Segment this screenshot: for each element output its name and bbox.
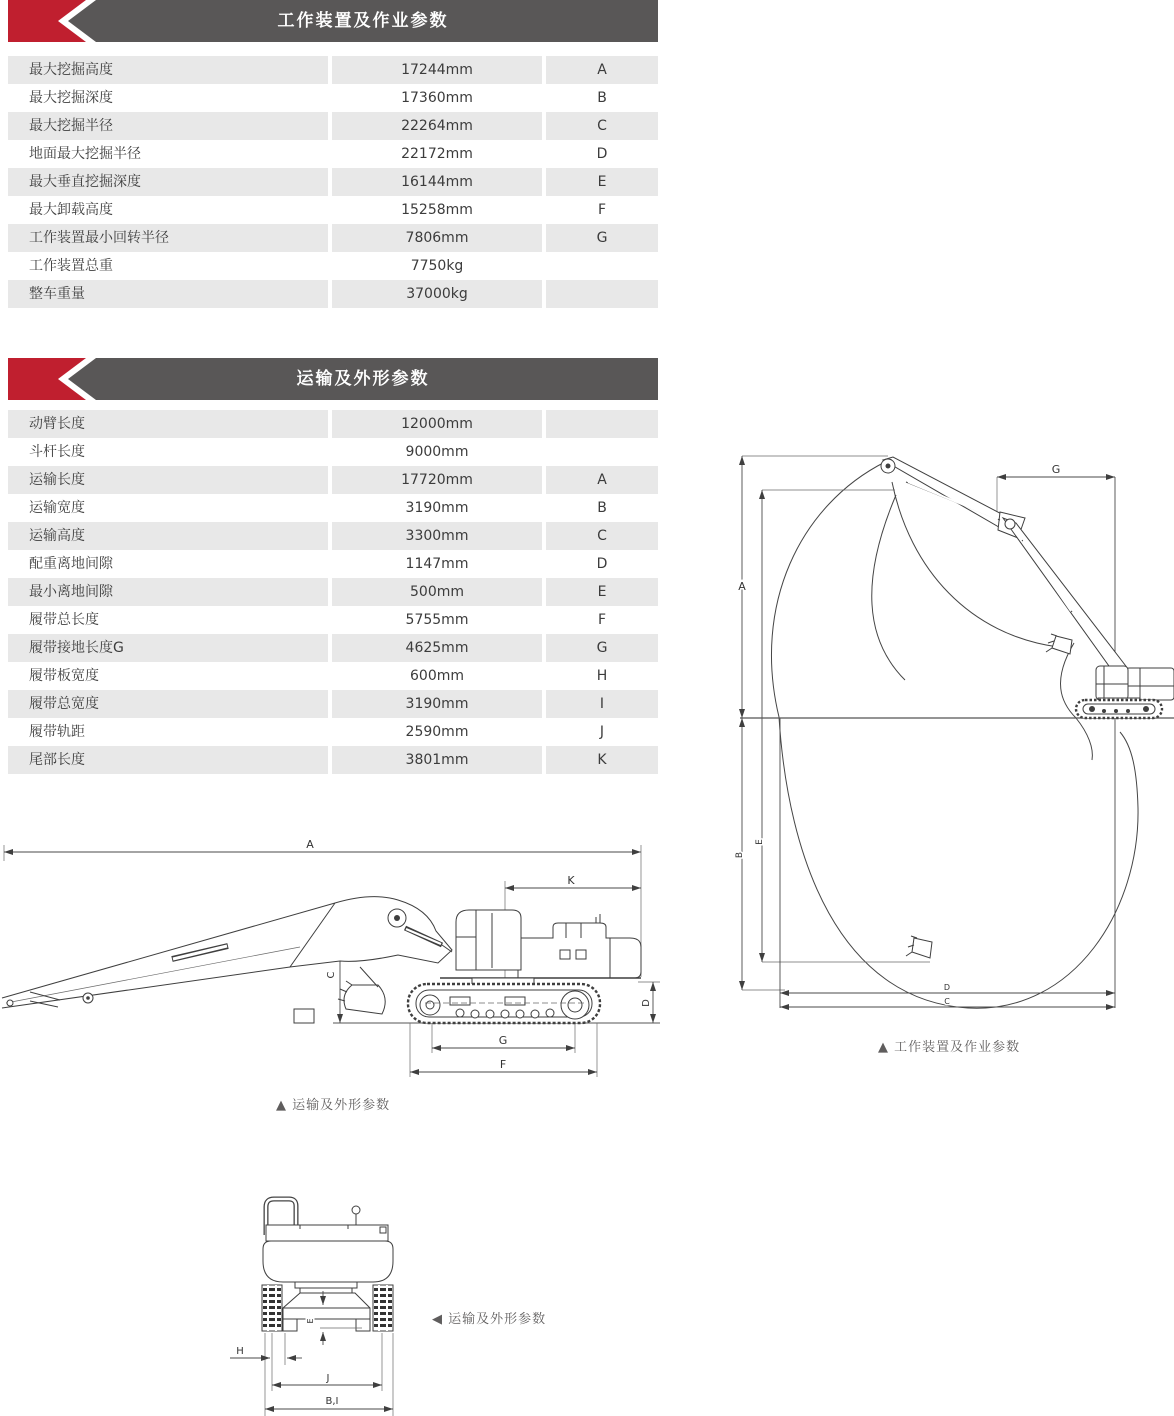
table-row (8, 56, 658, 84)
spec-value: 2590mm (405, 724, 469, 740)
dim-label-k: K (567, 874, 575, 887)
section2-title: 运输及外形参数 (296, 369, 430, 389)
table-row (8, 84, 658, 112)
dim-label-a: A (738, 580, 746, 593)
section1-header (8, 0, 658, 42)
spec-key: D (596, 146, 608, 162)
spec-label: 履带接地长度G (8, 634, 328, 662)
rear-view-caption: ◀ 运输及外形参数 (432, 1312, 547, 1327)
spec-key (546, 280, 658, 308)
working-range-caption: ▲ 工作装置及作业参数 (878, 1040, 1021, 1055)
spec-value: 4625mm (332, 634, 542, 662)
spec-value: 9000mm (405, 444, 469, 460)
spec-key (546, 410, 658, 438)
table-row (8, 168, 658, 196)
spec-key: F (597, 612, 607, 628)
dim-label-j: J (326, 1373, 330, 1384)
spec-key: I (546, 690, 658, 718)
spec-value: 15258mm (401, 202, 473, 218)
dim-label-a: A (306, 838, 314, 851)
rear-view-drawing (190, 1185, 460, 1416)
spec-key: B (597, 90, 607, 106)
dim-label-g: G (498, 1034, 508, 1047)
spec-key: C (546, 522, 658, 550)
spec-label: 最小离地间隙 (8, 578, 328, 606)
section2-header (8, 358, 658, 400)
table-row (8, 550, 658, 578)
table-row (8, 438, 658, 466)
spec-label: 动臂长度 (8, 410, 328, 438)
spec-label: 最大挖掘半径 (8, 112, 328, 140)
spec-value: 16144mm (332, 168, 542, 196)
dim-label-c: C (326, 971, 337, 979)
spec-value: 5755mm (405, 612, 469, 628)
spec-key: B (597, 500, 607, 516)
side-view-caption: ▲ 运输及外形参数 (276, 1098, 391, 1113)
dim-label-g: G (1051, 463, 1061, 476)
spec-key: J (599, 724, 605, 740)
spec-value: 3801mm (332, 746, 542, 774)
working-params-table (8, 56, 658, 308)
spec-label: 斗杆长度 (29, 444, 85, 460)
spec-key: A (546, 56, 658, 84)
spec-value: 7750kg (410, 258, 464, 274)
spec-label: 履带总宽度 (8, 690, 328, 718)
table-row (8, 140, 658, 168)
spec-value: 600mm (410, 668, 464, 684)
spec-key: H (596, 668, 608, 684)
spec-label: 地面最大挖掘半径 (29, 146, 141, 162)
spec-value: 17720mm (332, 466, 542, 494)
spec-label: 履带轨距 (29, 724, 85, 740)
spec-value: 17360mm (401, 90, 473, 106)
dim-label-e: E (306, 1318, 315, 1324)
spec-label: 运输高度 (8, 522, 328, 550)
table-row (8, 196, 658, 224)
spec-key: E (546, 578, 658, 606)
spec-label: 尾部长度 (8, 746, 328, 774)
table-row (8, 662, 658, 690)
spec-key (546, 252, 658, 280)
working-range-diagram (700, 440, 1174, 1020)
spec-key: F (597, 202, 607, 218)
table-row (8, 410, 658, 438)
spec-label: 履带板宽度 (29, 668, 99, 684)
spec-key: G (546, 224, 658, 252)
spec-value: 3190mm (405, 500, 469, 516)
table-row (8, 522, 658, 550)
side-view-drawing (0, 835, 660, 1080)
table-row (8, 718, 658, 746)
table-row (8, 494, 658, 522)
spec-value: 22172mm (401, 146, 473, 162)
table-row (8, 112, 658, 140)
spec-value: 7806mm (332, 224, 542, 252)
table-row (8, 690, 658, 718)
dim-label-c: C (944, 997, 950, 1006)
dim-label-bi: B,I (325, 1396, 339, 1407)
table-row (8, 280, 658, 308)
spec-label: 整车重量 (8, 280, 328, 308)
table-row (8, 746, 658, 774)
dim-label-b: B (735, 851, 745, 859)
table-row (8, 606, 658, 634)
dim-label-f: F (499, 1058, 507, 1071)
table-row (8, 578, 658, 606)
spec-label: 履带总长度 (29, 612, 99, 628)
spec-value: 37000kg (332, 280, 542, 308)
spec-label: 运输宽度 (29, 500, 85, 516)
spec-key: C (546, 112, 658, 140)
section1-title: 工作装置及作业参数 (277, 11, 449, 31)
spec-value: 500mm (332, 578, 542, 606)
spec-key: K (546, 746, 658, 774)
spec-label: 运输长度 (8, 466, 328, 494)
dim-label-h: H (236, 1346, 244, 1357)
spec-value: 22264mm (332, 112, 542, 140)
spec-value: 12000mm (332, 410, 542, 438)
dim-label-d: D (641, 999, 652, 1007)
spec-label: 配重离地间隙 (29, 556, 113, 572)
spec-label: 工作装置总重 (29, 258, 113, 274)
spec-value: 3300mm (332, 522, 542, 550)
spec-label: 最大垂直挖掘深度 (8, 168, 328, 196)
table-row (8, 224, 658, 252)
spec-key (546, 438, 658, 466)
spec-value: 3190mm (332, 690, 542, 718)
spec-label: 工作装置最小回转半径 (8, 224, 328, 252)
spec-key: G (546, 634, 658, 662)
spec-label: 最大挖掘深度 (29, 90, 113, 106)
dim-label-e: E (755, 839, 765, 845)
spec-value: 17244mm (332, 56, 542, 84)
spec-label: 最大卸载高度 (29, 202, 113, 218)
table-row (8, 634, 658, 662)
spec-key: A (546, 466, 658, 494)
transport-params-table (8, 410, 658, 774)
table-row (8, 252, 658, 280)
spec-key: D (596, 556, 608, 572)
table-row (8, 466, 658, 494)
spec-label: 最大挖掘高度 (8, 56, 328, 84)
dim-label-d: D (943, 983, 951, 992)
spec-value: 1147mm (405, 556, 469, 572)
spec-key: E (546, 168, 658, 196)
